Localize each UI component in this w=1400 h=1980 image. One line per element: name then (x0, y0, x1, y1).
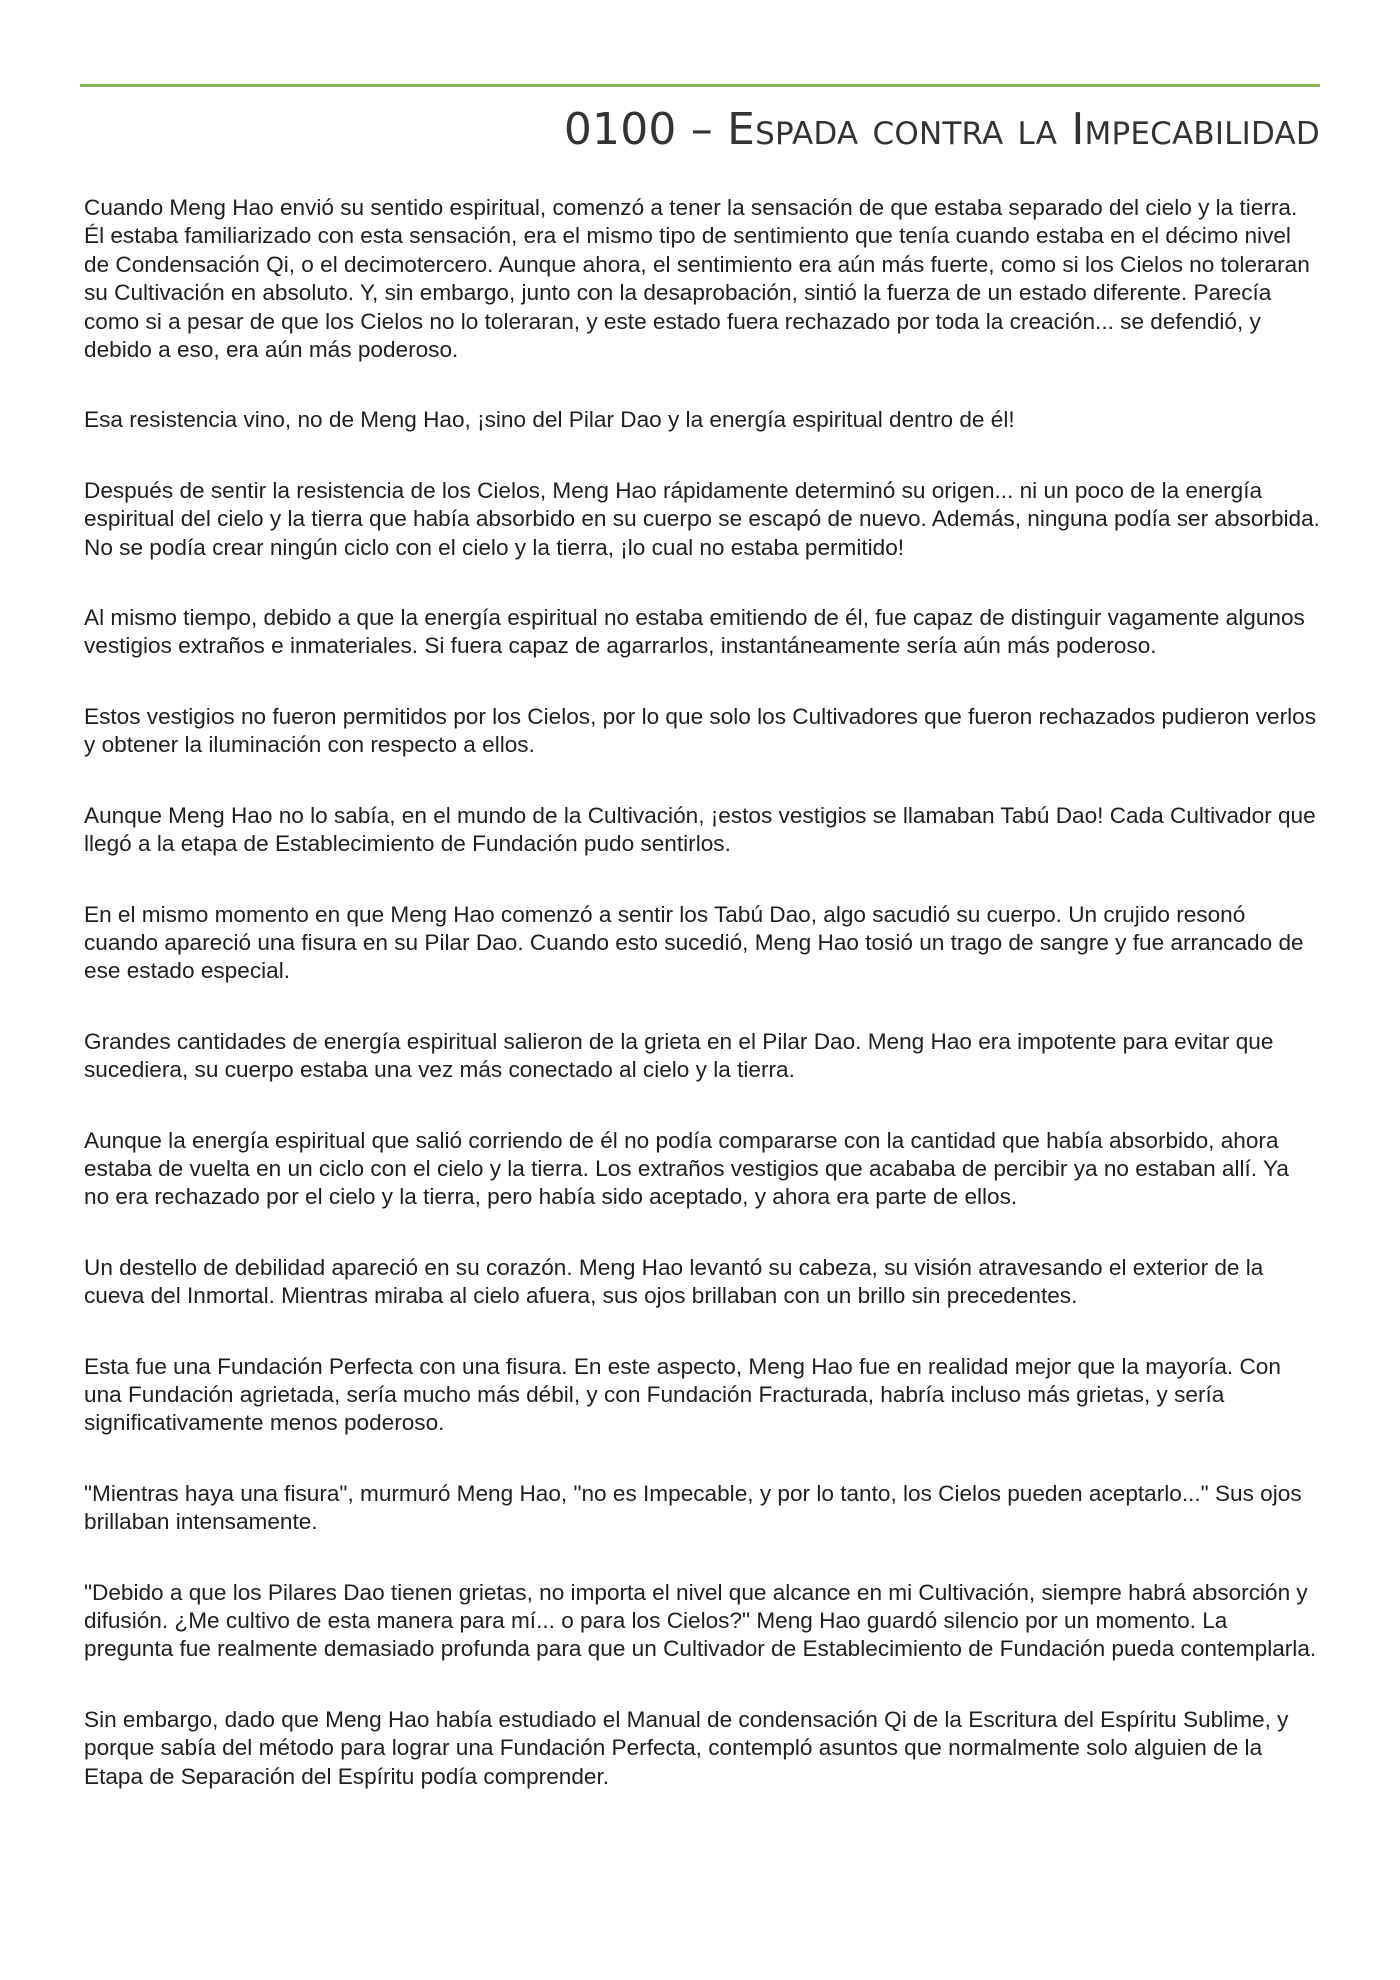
paragraph: Cuando Meng Hao envió su sentido espiritual, comenzó a tener la sensación de que estaba separado del cielo y la tierra. Él estaba familiarizado con esta sensación, era el mismo tipo de sentimiento que tenía cuando estaba en el décimo nivel de Condensación Qi, o el decimotercero. Aunque ahora, el sentimiento era aún más fuerte, como si los Cielos no toleraran su Cultivación en absoluto. Y, sin embargo, junto con la desaprobación, sintió la fuerza de un estado diferente. Parecía como si a pesar de que los Cielos no lo toleraran, y este estado fuera rechazado por toda la creación... se defendió, y debido a eso, era aún más poderoso. (84, 195, 1310, 363)
paragraph: Aunque la energía espiritual que salió corriendo de él no podía compararse con la cantidad que había absorbido, ahora estaba de vuelta en un ciclo con el cielo y la tierra. Los extraños vestigios que acababa de percibir ya no estaban allí. Ya no era rechazado por el cielo y la tierra, pero había sido aceptado, y ahora era parte de ellos. (84, 1127, 1289, 1210)
paragraph: Grandes cantidades de energía espiritual salieron de la grieta en el Pilar Dao. Meng Hao era impotente para evitar que sucediera, su cuerpo estaba una vez más conectado al cielo y la tierra. (84, 1028, 1274, 1083)
document-body (84, 194, 1320, 1833)
paragraph: "Debido a que los Pilares Dao tienen grietas, no importa el nivel que alcance en mi Cultivación, siempre habrá absorción y difusión. ¿Me cultivo de esta manera para mí... o para los Cielos?" Meng Hao guardó silencio por un momento. La pregunta fue realmente demasiado profunda para que un Cultivador de Establecimiento de Fundación pueda contemplarla. (84, 1579, 1317, 1662)
paragraph: Esta fue una Fundación Perfecta con una fisura. En este aspecto, Meng Hao fue en realidad mejor que la mayoría. Con una Fundación agrietada, sería mucho más débil, y con Fundación Fracturada, habría incluso más grietas, y sería significativamente menos poderoso. (84, 1353, 1281, 1436)
paragraph: "Mientras haya una fisura", murmuró Meng Hao, "no es Impecable, y por lo tanto, los Cielos pueden aceptarlo..." Sus ojos brillaban intensamente. (84, 1480, 1302, 1535)
chapter-title: 0100 – Espada contra la Impecabilidad (563, 104, 1320, 155)
paragraph: Esa resistencia vino, no de Meng Hao, ¡sino del Pilar Dao y la energía espiritual dentro de él! (84, 407, 1015, 433)
paragraph: En el mismo momento en que Meng Hao comenzó a sentir los Tabú Dao, algo sacudió su cuerpo. Un crujido resonó cuando apareció una fisura en su Pilar Dao. Cuando esto sucedió, Meng Hao tosió un trago de sangre y fue arrancado de ese estado especial. (84, 901, 1304, 984)
paragraph: Después de sentir la resistencia de los Cielos, Meng Hao rápidamente determinó su origen... ni un poco de la energía espiritual del cielo y la tierra que había absorbido en su cuerpo se escapó de nuevo. Además, ninguna podía ser absorbida. No se podía crear ningún ciclo con el cielo y la tierra, ¡lo cual no estaba permitido! (84, 477, 1320, 560)
paragraph: Sin embargo, dado que Meng Hao había estudiado el Manual de condensación Qi de la Escritura del Espíritu Sublime, y porque sabía del método para lograr una Fundación Perfecta, contempló asuntos que normalmente solo alguien de la Etapa de Separación del Espíritu podía comprender. (84, 1706, 1289, 1789)
paragraph: Un destello de debilidad apareció en su corazón. Meng Hao levantó su cabeza, su visión atravesando el exterior de la cueva del Inmortal. Mientras miraba al cielo afuera, sus ojos brillaban con un brillo sin precedentes. (84, 1254, 1264, 1309)
header-rule (80, 84, 1320, 87)
paragraph: Aunque Meng Hao no lo sabía, en el mundo de la Cultivación, ¡estos vestigios se llamaban Tabú Dao! Cada Cultivador que llegó a la etapa de Establecimiento de Fundación pudo sentirlos. (84, 802, 1316, 857)
paragraph: Al mismo tiempo, debido a que la energía espiritual no estaba emitiendo de él, fue capaz de distinguir vagamente algunos vestigios extraños e inmateriales. Si fuera capaz de agarrarlos, instantáneamente sería aún más poderoso. (84, 605, 1305, 659)
paragraph: Estos vestigios no fueron permitidos por los Cielos, por lo que solo los Cultivadores que fueron rechazados pudieron verlos y obtener la iluminación con respecto a ellos. (84, 703, 1317, 758)
